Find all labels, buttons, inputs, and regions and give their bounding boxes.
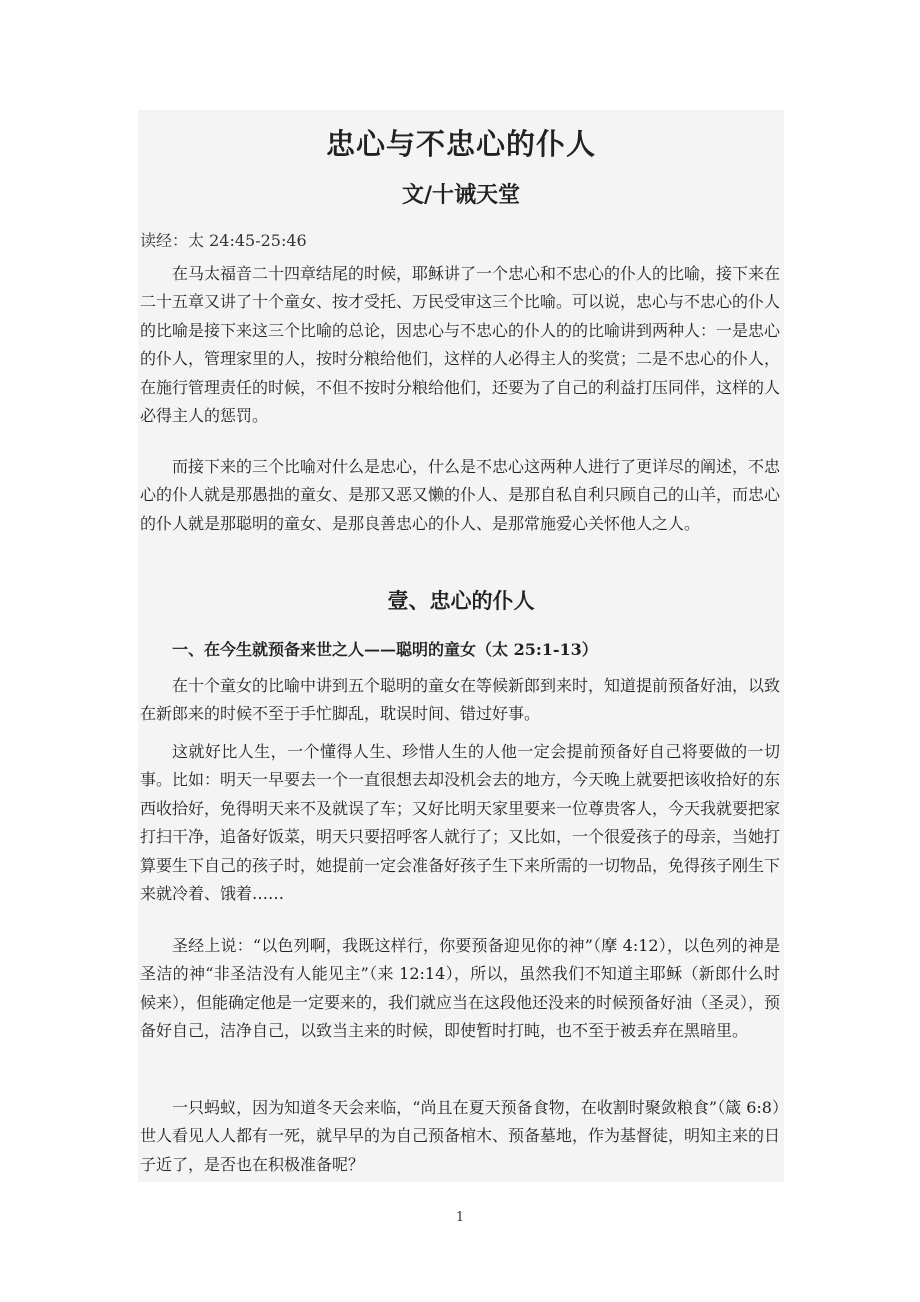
body-paragraph: 圣经上说：“以色列啊，我既这样行，你要预备迎见你的神”（摩 4:12），以色列的神是圣洁的神“非圣洁没有人能见主”（来 12:14），所以，虽然我们不知道主耶稣（新郎什么时候来），但能确定他是一定要来的，我们就应当在这段他还没来的时候预备好油（圣灵），预备好自己，洁净自己，以致当主来的时候，即使暂时打盹，也不至于被丢弃在黑暗里。 <box>140 936 781 1041</box>
document-author: 文/十诫天堂 <box>401 182 521 208</box>
page-number: 1 <box>455 1210 465 1225</box>
scripture-reading: 读经：太 24:45-25:46 <box>140 231 307 250</box>
sub-heading: 一、在今生就预备来世之人——聪明的童女（太 25:1-13） <box>172 640 598 659</box>
body-paragraph: 在十个童女的比喻中讲到五个聪明的童女在等候新郎到来时，知道提前预备好油，以致在新郎来的时候不至于手忙脚乱，耽误时间、错过好事。 <box>140 676 781 724</box>
section-heading: 壹、忠心的仆人 <box>387 588 535 613</box>
body-paragraph: 这就好比人生，一个懂得人生、珍惜人生的人他一定会提前预备好自己将要做的一切事。比如：明天一早要去一个一直很想去却没机会去的地方，今天晚上就要把该收拾好的东西收拾好，免得明天来不及就误了车；又好比明天家里要来一位尊贵客人，今天我就要把家打扫干净，追备好饭菜，明天只要招呼客人就行了；又比如，一个很爱孩子的母亲，当她打算要生下自己的孩子时，她提前一定会准备好孩子生下来所需的一切物品，免得孩子刚生下来就冷着、饿着…… <box>140 742 781 904</box>
body-paragraph: 一只蚂蚁，因为知道冬天会来临，“尚且在夏天预备食物，在收割时聚敛粮食”（箴 6:8）世人看见人人都有一死，就早早的为自己预备棺木、预备墓地，作为基督徒，明知主来的日子近了，是否也在积极准备呢？ <box>140 1098 781 1174</box>
intro-paragraph: 而接下来的三个比喻对什么是忠心，什么是不忠心这两种人进行了更详尽的阐述，不忠心的仆人就是那愚拙的童女、是那又恶又懒的仆人、是那自私自利只顾自己的山羊，而忠心的仆人就是那聪明的童女、是那良善忠心的仆人、是那常施爱心关怀他人之人。 <box>140 457 781 533</box>
document-page <box>138 110 784 1182</box>
intro-paragraph: 在马太福音二十四章结尾的时候，耶稣讲了一个忠心和不忠心的仆人的比喻，接下来在二十五章又讲了十个童女、按才受托、万民受审这三个比喻。可以说，忠心与不忠心的仆人的比喻是接下来这三个比喻的总论，因忠心与不忠心的仆人的的比喻讲到两种人：一是忠心的仆人，管理家里的人，按时分粮给他们，这样的人必得主人的奖赏；二是不忠心的仆人，在施行管理责任的时候，不但不按时分粮给他们，还要为了自己的利益打压同伴，这样的人必得主人的惩罚。 <box>140 264 781 426</box>
document-title: 忠心与不忠心的仆人 <box>325 127 596 161</box>
